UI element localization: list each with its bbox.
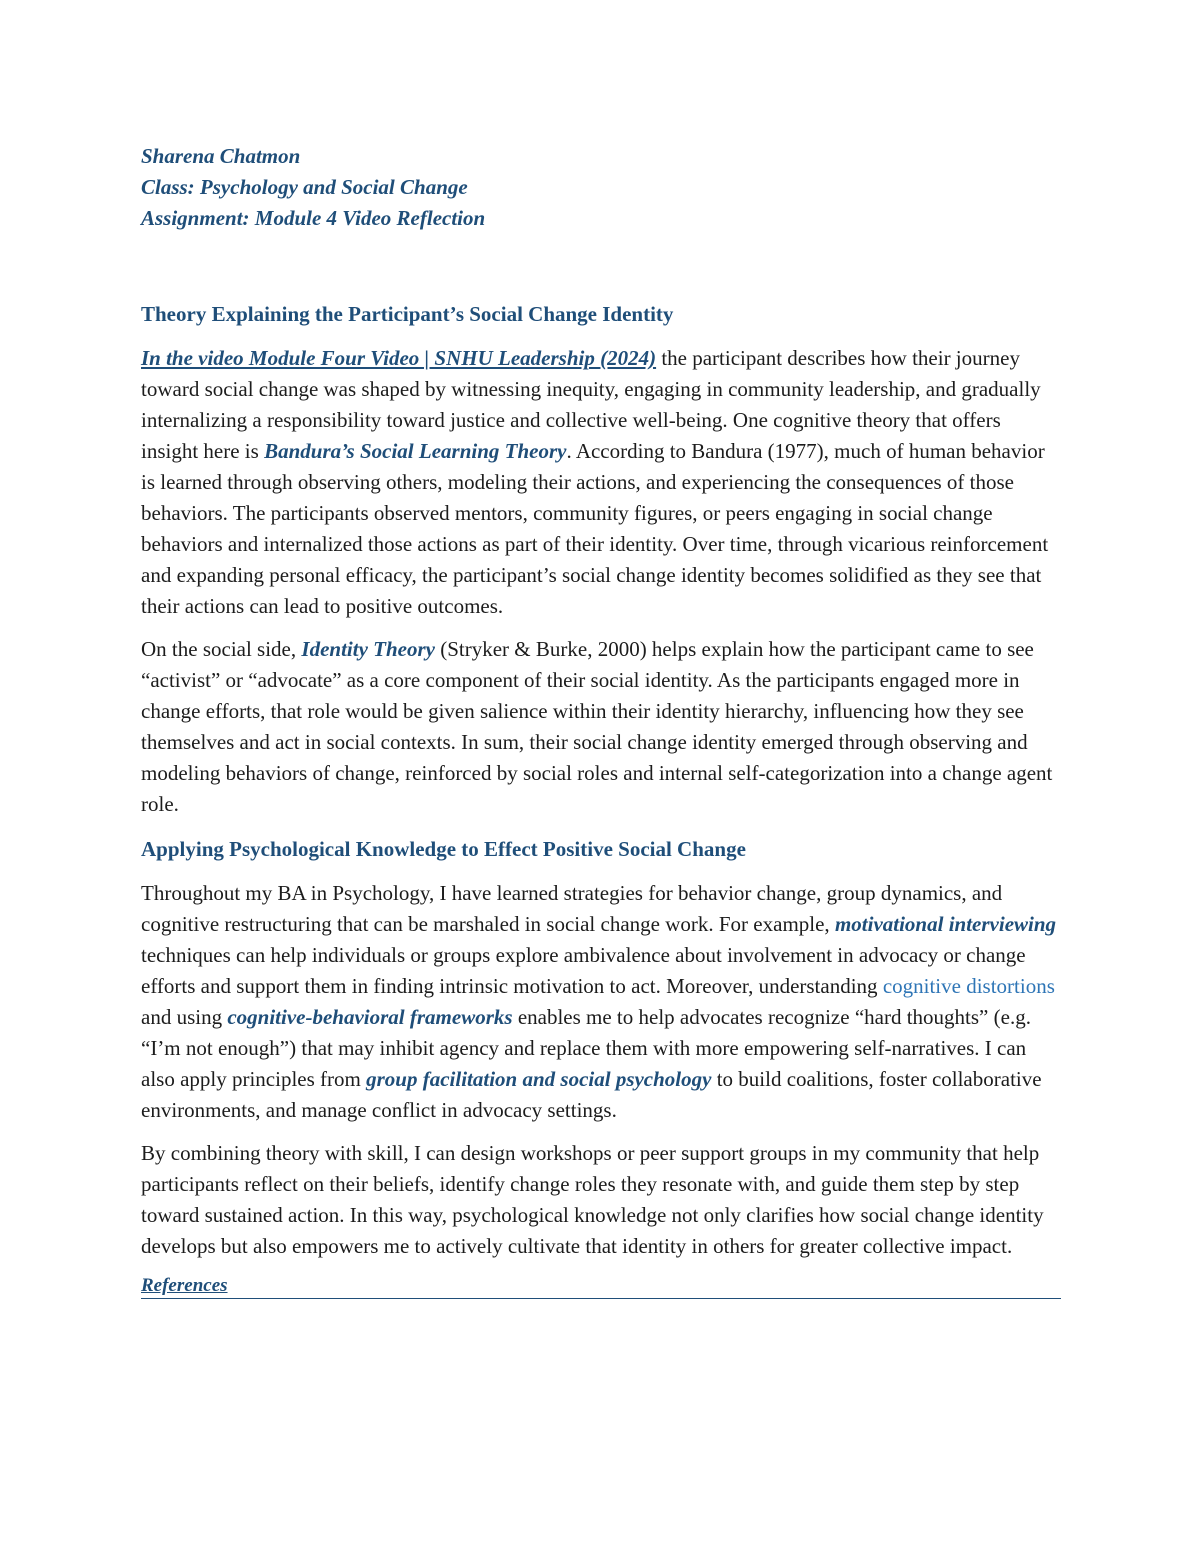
cbt-frameworks-link[interactable]: cognitive-behavioral frameworks: [227, 1005, 513, 1029]
motivational-interviewing-link[interactable]: motivational interviewing: [834, 912, 1057, 936]
paragraph-text: enables me to help advocates recognize “hard thoughts” (e.g. “I’m not enough”) that may inhibit agency and replace them with more empowering self-narratives. I can also apply principles from: [141, 1005, 1031, 1091]
class-name: Class: Psychology and Social Change: [141, 175, 468, 199]
paragraph-text: to build coalitions, foster collaborative environments, and manage conflict in advocacy settings.: [141, 1067, 1042, 1122]
document-header: [141, 141, 1061, 234]
group-facilitation-link[interactable]: group facilitation and social psychology: [366, 1067, 712, 1091]
paragraph-text: (Stryker & Burke, 2000) helps explain how the participant came to see “activist” or “advocate” as a core component of their social identity. As the participants engaged more in change efforts, that role would be given salience within their identity hierarchy, influencing how they see themselves and act in social contexts. In sum, their social change identity emerged through observing and modeling behaviors of change, reinforced by social roles and internal self-categorization into a change agent role.: [141, 637, 1053, 816]
video-reference-link[interactable]: In the video Module Four Video | SNHU Leadership (2024): [141, 346, 657, 370]
paragraph-text: On the social side,: [141, 637, 302, 661]
paragraph-text: Throughout my BA in Psychology, I have learned strategies for behavior change, group dynamics, and cognitive restructuring that can be marshaled in social change work. For example,: [141, 881, 1003, 936]
cognitive-distortions-link[interactable]: cognitive distortions: [882, 974, 1055, 998]
document-body: [141, 141, 1061, 1299]
paragraph-text: . According to Bandura (1977), much of human behavior is learned through observing others, modeling their actions, and experiencing the consequences of those behaviors. The participants observed mentors, community figures, or peers engaging in social change behaviors and internalized those actions as part of their identity. Over time, through vicarious reinforcement and expanding personal efficacy, the participant’s social change identity becomes solidified as they see that their actions can lead to positive outcomes.: [141, 439, 1049, 618]
section-heading-applying: Applying Psychological Knowledge to Effect Positive Social Change: [141, 837, 746, 861]
author-name: Sharena Chatmon: [141, 144, 301, 168]
references-heading: References: [141, 1274, 1061, 1299]
paragraph-applying-1: [141, 878, 1061, 1126]
paragraph-text: the participant describes how their journey toward social change was shaped by witnessing inequity, engaging in community leadership, and gradually internalizing a responsibility toward justice and collective well-being. One cognitive theory that offers insight here is: [141, 346, 1041, 463]
identity-theory-link[interactable]: Identity Theory: [301, 637, 435, 661]
assignment-title: Assignment: Module 4 Video Reflection: [141, 206, 486, 230]
paragraph-text: and using: [141, 1005, 228, 1029]
paragraph-text: techniques can help individuals or groups explore ambivalence about involvement in advocacy or change efforts and support them in finding intrinsic motivation to act. Moreover, understanding: [141, 943, 1026, 998]
paragraph-theory-1: [141, 343, 1061, 622]
paragraph-theory-2: [141, 634, 1061, 820]
section-heading-theory: Theory Explaining the Participant’s Social Change Identity: [141, 302, 674, 326]
bandura-theory-link[interactable]: Bandura’s Social Learning Theory: [264, 439, 567, 463]
paragraph-applying-2: By combining theory with skill, I can design workshops or peer support groups in my community that help participants reflect on their beliefs, identify change roles they resonate with, and guide them step by step toward sustained action. In this way, psychological knowledge not only clarifies how social change identity develops but also empowers me to actively cultivate that identity in others for greater collective impact.: [141, 1141, 1044, 1258]
